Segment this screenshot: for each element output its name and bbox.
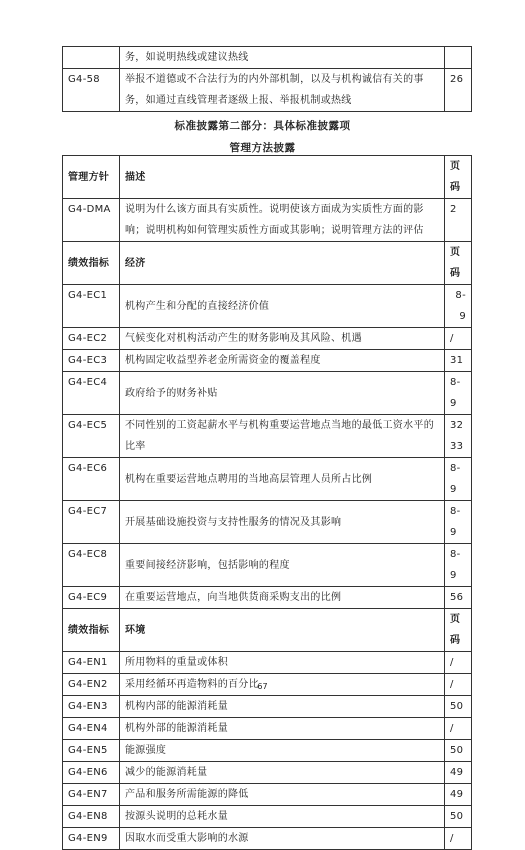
code-cell: G4-EN6 (63, 762, 120, 784)
table-row (63, 587, 472, 609)
header-cell: 绩效指标 (63, 609, 120, 652)
code-cell: G4-EC6 (63, 458, 120, 501)
table-row (63, 328, 472, 350)
code-cell: G4-EN3 (63, 696, 120, 718)
table-row (63, 501, 472, 544)
desc-cell: 所用物料的重量或体积 (120, 652, 445, 674)
page-number: 67 (257, 682, 268, 691)
desc-cell: 机构外部的能源消耗量 (120, 718, 445, 740)
desc-cell: 开展基础设施投资与支持性服务的情况及其影响 (120, 501, 445, 544)
page-cell: 26 (445, 69, 472, 112)
desc-cell: 重要间接经济影响，包括影响的程度 (120, 544, 445, 587)
top-table (62, 46, 472, 112)
page-cell: 50 (445, 740, 472, 762)
code-cell: G4-EC3 (63, 350, 120, 372)
table-row (63, 285, 472, 328)
economic-header-row (63, 242, 472, 285)
page-cell: 50 (445, 696, 472, 718)
page-cell: 8-9 (445, 501, 472, 544)
desc-cell: 政府给予的财务补贴 (120, 372, 445, 415)
page-cell: / (445, 674, 472, 696)
table-row (63, 696, 472, 718)
header-cell: 描述 (120, 156, 445, 199)
code-cell: G4-EC9 (63, 587, 120, 609)
page-cell: 49 (445, 784, 472, 806)
code-cell: G4-EC7 (63, 501, 120, 544)
desc-cell: 机构产生和分配的直接经济价值 (120, 285, 445, 328)
code-cell: G4-EN5 (63, 740, 120, 762)
code-cell: G4-EC1 (63, 285, 120, 328)
page-cell: 8-9 (445, 285, 472, 328)
table-row (63, 199, 472, 242)
desc-cell: 机构内部的能源消耗量 (120, 696, 445, 718)
page-cell: 32 33 (445, 415, 472, 458)
code-cell: G4-EC2 (63, 328, 120, 350)
page-cell: 56 (445, 587, 472, 609)
page-cell: / (445, 828, 472, 850)
table-row (63, 740, 472, 762)
header-cell: 经济 (120, 242, 445, 285)
code-cell: G4-EN7 (63, 784, 120, 806)
page-cell: / (445, 328, 472, 350)
header-cell: 管理方针 (63, 156, 120, 199)
desc-cell: 产品和服务所需能源的降低 (120, 784, 445, 806)
code-cell (63, 47, 120, 69)
header-cell: 绩效指标 (63, 242, 120, 285)
table-row (63, 544, 472, 587)
page-cell: 2 (445, 199, 472, 242)
table-row (63, 806, 472, 828)
code-cell: G4-EN2 (63, 674, 120, 696)
page-cell (445, 47, 472, 69)
table-row (63, 458, 472, 501)
desc-cell: 因取水而受重大影响的水源 (120, 828, 445, 850)
header-cell: 页码 (445, 609, 472, 652)
economic-rows (63, 285, 472, 609)
desc-cell: 在重要运营地点，向当地供货商采购支出的比例 (120, 587, 445, 609)
desc-cell: 减少的能源消耗量 (120, 762, 445, 784)
page-cell: 49 (445, 762, 472, 784)
page-cell: 8-9 (445, 372, 472, 415)
disclosure-table (62, 155, 472, 850)
table-row (63, 47, 472, 69)
code-cell: G4-EN1 (63, 652, 120, 674)
desc-cell: 机构在重要运营地点聘用的当地高层管理人员所占比例 (120, 458, 445, 501)
desc-cell: 气候变化对机构活动产生的财务影响及其风险、机遇 (120, 328, 445, 350)
environment-header-row (63, 609, 472, 652)
code-cell: G4-58 (63, 69, 120, 112)
table-row (63, 415, 472, 458)
page-cell: 50 (445, 806, 472, 828)
desc-cell: 按源头说明的总耗水量 (120, 806, 445, 828)
table-row (63, 372, 472, 415)
table-row (63, 718, 472, 740)
dma-header-row (63, 156, 472, 199)
table-row (63, 762, 472, 784)
header-cell: 页码 (445, 242, 472, 285)
table-row (63, 69, 472, 112)
header-cell: 环境 (120, 609, 445, 652)
subsection-title: 管理方法披露 (229, 142, 296, 154)
code-cell: G4-EN9 (63, 828, 120, 850)
table-row (63, 828, 472, 850)
page-cell: 8-9 (445, 544, 472, 587)
desc-cell: 能源强度 (120, 740, 445, 762)
code-cell: G4-EN4 (63, 718, 120, 740)
table-row (63, 350, 472, 372)
desc-cell: 务，如说明热线或建议热线 (120, 47, 445, 69)
desc-cell: 举报不道德或不合法行为的内外部机制，以及与机构诚信有关的事务，如通过直线管理者逐级上报、举报机制或热线 (120, 69, 445, 112)
code-cell: G4-EC5 (63, 415, 120, 458)
header-cell: 页码 (445, 156, 472, 199)
section-title: 标准披露第二部分：具体标准披露项 (174, 120, 351, 132)
code-cell: G4-DMA (63, 199, 120, 242)
desc-cell: 不同性别的工资起薪水平与机构重要运营地点当地的最低工资水平的比率 (120, 415, 445, 458)
table-row (63, 652, 472, 674)
page-cell: 8-9 (445, 458, 472, 501)
page-cell: / (445, 652, 472, 674)
desc-cell: 说明为什么该方面具有实质性。说明使该方面成为实质性方面的影响；说明机构如何管理实质性方面或其影响；说明管理方法的评估 (120, 199, 445, 242)
code-cell: G4-EC8 (63, 544, 120, 587)
code-cell: G4-EC4 (63, 372, 120, 415)
page-cell: 31 (445, 350, 472, 372)
table-row (63, 784, 472, 806)
desc-cell: 采用经循环再造物料的百分比 (120, 674, 445, 696)
desc-cell: 机构固定收益型养老金所需资金的覆盖程度 (120, 350, 445, 372)
page-cell: / (445, 718, 472, 740)
code-cell: G4-EN8 (63, 806, 120, 828)
